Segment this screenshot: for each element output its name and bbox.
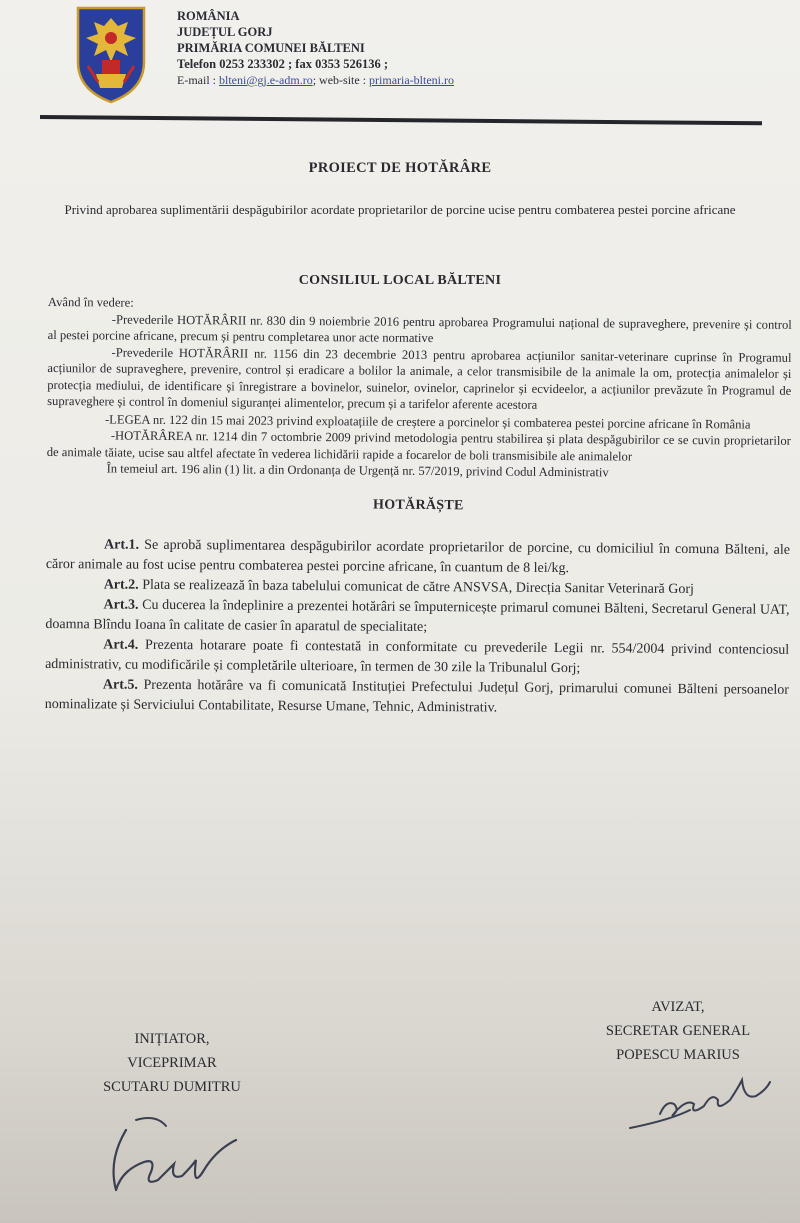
article-4 [45, 635, 789, 681]
article-1 [46, 535, 790, 581]
consideration-item: -LEGEA nr. 122 din 15 mai 2023 privind exploatațiile de creștere a porcinelor și combaterea pestei porcine africane în România [104, 411, 751, 432]
article-label: Art.3. [103, 597, 139, 613]
initiator-signature-block [72, 1027, 272, 1099]
header-divider [40, 115, 762, 125]
article-label: Art.4. [103, 637, 139, 653]
approver-signature-block [583, 995, 773, 1067]
article-label: Art.1. [103, 537, 140, 553]
council-heading: CONSILIUL LOCAL BĂLTENI [298, 273, 502, 288]
approver-title: SECRETAR GENERAL [605, 1023, 751, 1039]
initiator-role: INIȚIATOR, [134, 1031, 210, 1047]
header-country: ROMÂNIA [177, 9, 240, 23]
initiator-name: SCUTARU DUMITRU [103, 1079, 241, 1095]
document-body [45, 294, 792, 721]
article-label: Art.2. [103, 577, 139, 593]
letterhead [72, 4, 792, 114]
consideration-item: -Prevederile HOTĂRÂRII nr. 1156 din 23 decembrie 2013 pentru aprobarea acțiunilor sanitar-veterinare cuprinse în Programul acțiunilor de supraveghere, prevenire, control și eradicare a bolilor la animale, a celor transmisibile de la animale la om, protecția animalelor și protecția mediului, de identificare și înregistrare a bovinelor, suinelor, ovinelor, caprinelor și ecvideelor, a acțiunilor prevăzute în Programul de supraveghere și control în domeniul siguranței alimentelor, precum și a tarifelor aferente acestora [47, 345, 792, 412]
header-contact [177, 72, 454, 88]
document-subtitle: Privind aprobarea suplimentării despăgubirilor acordate proprietarilor de porcine ucise pentru combaterea pestei porcine africane [64, 202, 736, 217]
approver-name: POPESCU MARIUS [616, 1047, 740, 1063]
article-text: Prezenta hotărâre va fi comunicată Instituției Prefectului Județul Gorj, primarului comunei Bălteni persoanelor nominalizate și Serviciului Contabilitate, Resurse Umane, Tehnic, Administrativ. [44, 677, 789, 716]
article-text: Prezenta hotarare poate fi contestată in conformitate cu prevederile Legii nr. 554/2004 privind contenciosul administrativ, cu modificările și completările ulterioare, în termen de 30 zile la Tribunalul Gorj; [45, 637, 790, 677]
header-institution: PRIMĂRIA COMUNEI BĂLTENI [177, 41, 365, 55]
consideration-item: -HOTĂRÂREA nr. 1214 din 7 octombrie 2009 privind metodologia pentru stabilirea și plata despăgubirilor ce se cuvin proprietarilor de animale tăiate, ucise sau altfel afectate în vederea lichidării rapide a focarelor de boli transmisibile ale animalelor [46, 428, 791, 464]
article-label: Art.5. [102, 677, 138, 693]
article-5 [45, 675, 789, 721]
website-label: ; web-site : [312, 73, 370, 87]
initiator-title: VICEPRIMAR [127, 1055, 217, 1071]
handwritten-signature-right [620, 1070, 790, 1140]
article-3 [45, 595, 789, 641]
document-title: PROIECT DE HOTĂRÂRE [308, 160, 492, 176]
article-text: Cu ducerea la îndeplinire a prezentei hotărâri se împuternicește primarul comunei Bălteni, Secretarul General UAT, doamna Blîndu Ioana în calitate de casier în aparatul de specialitate; [45, 597, 790, 635]
approver-role: AVIZAT, [651, 999, 705, 1015]
intro-text: Având în vedere: [47, 294, 134, 310]
consideration-item: -Prevederile HOTĂRÂRII nr. 830 din 9 noiembrie 2016 pentru aprobarea Programului național de supraveghere, prevenire și control al pestei porcine africane, precum și pentru completarea unor acte normative [47, 312, 792, 346]
header-county: JUDEȚUL GORJ [177, 25, 273, 39]
decides-heading: HOTĂRĂȘTE [372, 497, 464, 513]
website-link[interactable]: primaria-blteni.ro [369, 73, 454, 87]
header-phone: Telefon 0253 233302 ; fax 0353 526136 ; [177, 57, 388, 71]
coat-of-arms-icon [72, 4, 150, 104]
handwritten-signature-left [96, 1100, 266, 1200]
email-label: E-mail : [177, 73, 219, 87]
article-text: Plata se realizează în baza tabelului comunicat de către ANSVSA, Direcția Sanitar Veterinară Gorj [138, 577, 695, 598]
legal-basis: În temeiul art. 196 alin (1) lit. a din Ordonanța de Urgență nr. 57/2019, privind Codul Administrativ [106, 461, 609, 480]
article-text: Se aprobă suplimentarea despăgubirilor acordate proprietarilor de porcine, cu domiciliul în comuna Bălteni, ale căror animale au fost ucise pentru combaterea pestei porcine africane, în cuantum de 8 lei/kg. [45, 537, 791, 577]
email-link[interactable]: blteni@gj.e-adm.ro [219, 73, 313, 87]
letterhead-text [177, 8, 454, 88]
